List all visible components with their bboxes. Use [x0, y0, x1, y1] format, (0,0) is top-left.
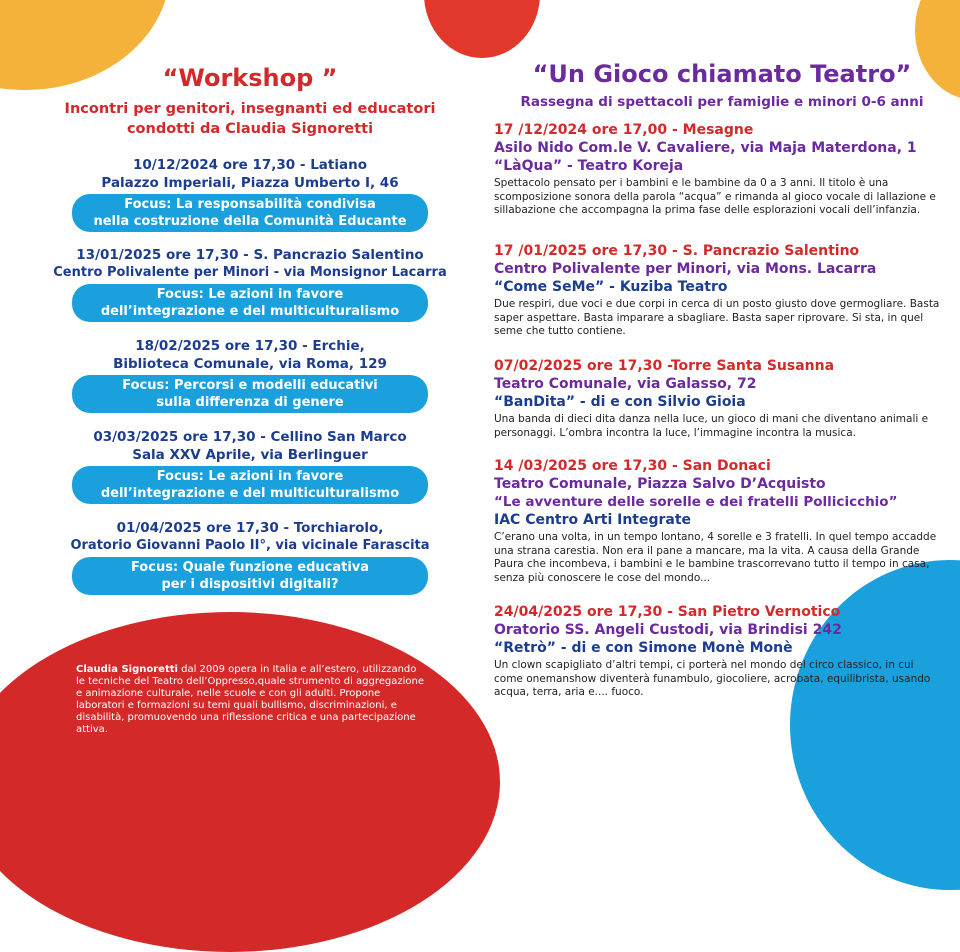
workshop-subtitle-line2: condotti da Claudia Signoretti [126, 121, 374, 137]
event-show: “Retrò” - di e con Simone Monè Monè [494, 640, 793, 656]
focus-line1: Focus: La responsabilità condivisa [124, 197, 376, 212]
event-date: 17 /01/2025 ore 17,30 - S. Pancrazio Salentino [494, 243, 860, 259]
event-show: “Come SeMe” - Kuziba Teatro [494, 279, 728, 295]
red-circle-bottom-left [0, 612, 500, 952]
event-company: IAC Centro Arti Integrate [494, 512, 692, 528]
session-venue: Palazzo Imperiali, Piazza Umberto I, 46 [101, 175, 399, 191]
session-venue: Centro Polivalente per Minori - via Monsignor Lacarra [53, 265, 447, 280]
workshop-title: “Workshop ” [162, 64, 338, 92]
event-date: 14 /03/2025 ore 17,30 - San Donaci [494, 458, 771, 474]
focus-pill [72, 557, 428, 595]
workshop-session [40, 519, 460, 595]
workshop-subtitle-line1: Incontri per genitori, insegnanti ed educatori [64, 101, 436, 117]
rassegna-subtitle: Rassegna di spettacoli per famiglie e minori 0-6 anni [520, 94, 924, 110]
event-show: “LàQua” - Teatro Koreja [494, 158, 684, 174]
focus-pill [72, 194, 428, 232]
event-item [494, 121, 950, 218]
event-description: Spettacolo pensato per i bambini e le bambine da 0 a 3 anni. Il titolo è una scomposizione sonora della parola “acqua” e rimanda al gioco vocale di lallazione e sillabazione che accompagna la prima fase delle esplorazioni vocali dell’infanzia. [494, 177, 936, 216]
event-date: 17 /12/2024 ore 17,00 - Mesagne [494, 122, 754, 138]
bio-name: Claudia Signoretti [76, 664, 178, 675]
event-description: Un clown scapigliato d’altri tempi, ci porterà nel mondo del circo classico, in cui come onemanshow diventerà funambulo, giocoliere, acrobata, equilibrista, usando acqua, terra, aria e.... fuoco. [494, 659, 931, 698]
session-venue: Oratorio Giovanni Paolo II°, via vicinale Farascita [70, 538, 430, 553]
session-venue: Sala XXV Aprile, via Berlinguer [132, 447, 368, 463]
session-date: 01/04/2025 ore 17,30 - Torchiarolo, [116, 520, 384, 536]
event-description: Una banda di dieci dita danza nella luce, un gioco di mani che diventano animali e personaggi. L’ombra incontra la luce, l’immagine incontra la musica. [494, 413, 929, 439]
session-date: 13/01/2025 ore 17,30 - S. Pancrazio Salentino [76, 247, 424, 263]
rassegna-title: “Un Gioco chiamato Teatro” [532, 60, 912, 88]
event-place: Teatro Comunale, via Galasso, 72 [494, 376, 757, 392]
event-date: 24/04/2025 ore 17,30 - San Pietro Vernotico [494, 604, 841, 620]
focus-line1: Focus: Le azioni in favore [156, 469, 344, 484]
red-semicircle-top [424, 0, 540, 58]
event-place: Centro Polivalente per Minori, via Mons. Lacarra [494, 261, 877, 277]
focus-line2: dell’integrazione e del multiculturalismo [100, 486, 400, 501]
bio-text [76, 664, 428, 736]
event-description: Due respiri, due voci e due corpi in cerca di un posto giusto dove germogliare. Basta saper aspettare. Basta imparare a sbagliare. Basta saper riprovare. Si sta, in quel seme che tutto contiene. [494, 298, 940, 337]
workshop-session [40, 156, 460, 232]
session-venue: Biblioteca Comunale, via Roma, 129 [113, 356, 387, 372]
focus-line2: sulla differenza di genere [156, 395, 344, 410]
focus-line1: Focus: Quale funzione educativa [130, 560, 370, 575]
workshop-subtitle [40, 99, 460, 139]
bio-body: dal 2009 opera in Italia e all’estero, utilizzando le tecniche del Teatro dell’Oppresso,quale strumento di aggregazione e animazione culturale, nelle scuole e con gli adulti. Propone laboratori e formazioni su temi quali bullismo, discriminazioni, e disabilità, promuovendo una riflessione critica e una partecipazione attiva. [76, 664, 425, 735]
focus-line1: Focus: Le azioni in favore [156, 287, 344, 302]
event-show: “Le avventure delle sorelle e dei fratelli Pollicicchio” [494, 494, 898, 510]
event-description: C’erano una volta, in un tempo lontano, 4 sorelle e 3 fratelli. In quel tempo accadde una strana carestia. Non era il pane a mancare, ma la vita. A causa della Grande Paura che incombeva, i bambini e le bambine trascorrevano tutto il tempo in casa, senza più conoscere le cose del mondo... [494, 531, 937, 584]
event-item [494, 357, 950, 440]
event-item [494, 242, 950, 339]
focus-line2: nella costruzione della Comunità Educante [93, 214, 407, 229]
workshop-session [40, 246, 460, 322]
workshop-session [40, 337, 460, 413]
session-date: 03/03/2025 ore 17,30 - Cellino San Marco [93, 429, 407, 445]
event-place: Oratorio SS. Angeli Custodi, via Brindisi 242 [494, 622, 842, 638]
focus-line1: Focus: Percorsi e modelli educativi [122, 378, 378, 393]
focus-pill [72, 375, 428, 413]
event-item [494, 603, 950, 700]
event-item [494, 457, 950, 585]
focus-line2: dell’integrazione e del multiculturalismo [100, 304, 400, 319]
session-date: 10/12/2024 ore 17,30 - Latiano [133, 157, 367, 173]
event-place: Asilo Nido Com.le V. Cavaliere, via Maja Materdona, 1 [494, 140, 917, 156]
event-date: 07/02/2025 ore 17,30 -Torre Santa Susanna [494, 358, 835, 374]
workshop-session [40, 428, 460, 504]
focus-line2: per i dispositivi digitali? [161, 577, 339, 592]
event-place: Teatro Comunale, Piazza Salvo D’Acquisto [494, 476, 826, 492]
event-show: “BanDita” - di e con Silvio Gioia [494, 394, 746, 410]
focus-pill [72, 466, 428, 504]
session-date: 18/02/2025 ore 17,30 - Erchie, [135, 338, 365, 354]
focus-pill [72, 284, 428, 322]
